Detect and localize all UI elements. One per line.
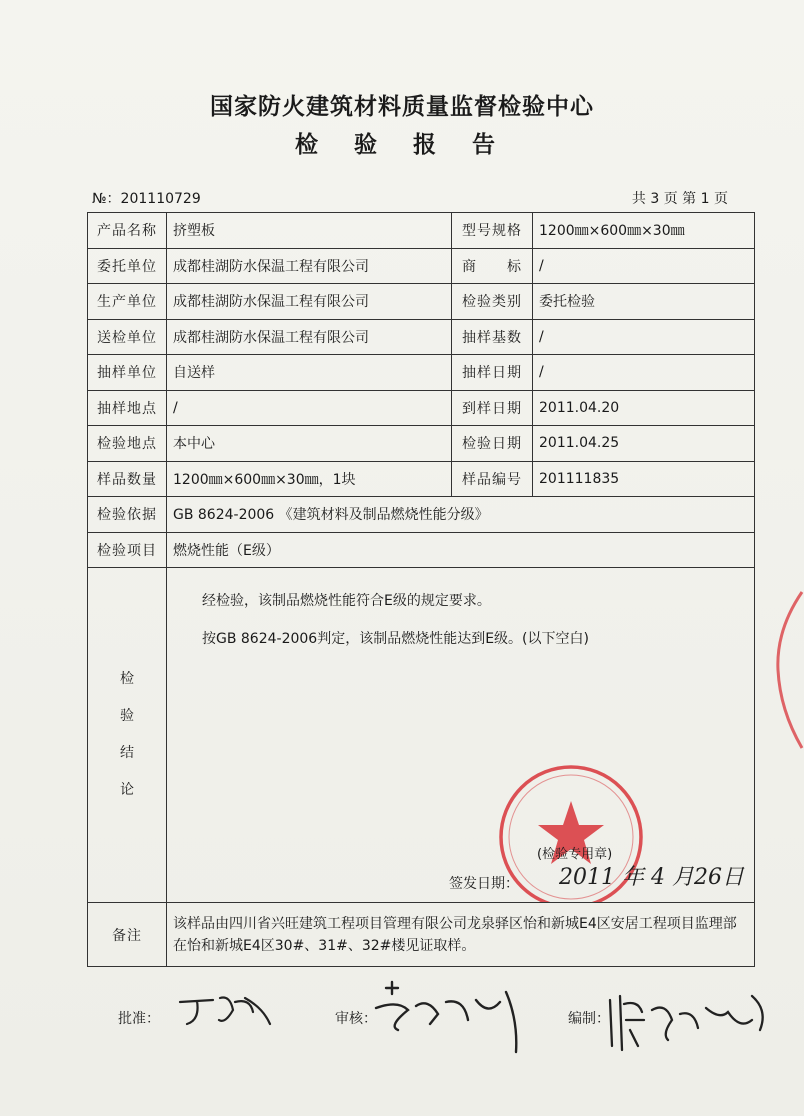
compiler-signature [602, 990, 772, 1060]
field-value: 自送样 [167, 355, 452, 391]
report-table [87, 212, 755, 967]
info-row [88, 319, 755, 355]
info-row [88, 426, 755, 462]
conclusion-label-char: 论 [120, 782, 134, 798]
field-label: 生产单位 [88, 284, 167, 320]
field-label: 产品名称 [88, 213, 167, 249]
field-value: 委托检验 [533, 284, 755, 320]
handwritten-date: 2011 年 4 月26日 [559, 865, 744, 890]
reviewer-signature [368, 980, 538, 1060]
basis-value: GB 8624-2006 《建筑材料及制品燃烧性能分级》 [167, 497, 755, 533]
conclusion-line-2: 按GB 8624-2006判定，该制品燃烧性能达到E级。(以下空白) [202, 631, 589, 647]
info-row [88, 461, 755, 497]
basis-row [88, 497, 755, 533]
field-value: / [533, 248, 755, 284]
field-label: 抽样单位 [88, 355, 167, 391]
conclusion-label-char: 结 [120, 745, 134, 761]
conclusion-label [88, 568, 167, 903]
institution-title: 国家防火建筑材料质量监督检验中心 [210, 94, 594, 120]
sign-date-label: 签发日期： [449, 876, 519, 892]
edge-seal-fragment [768, 590, 804, 750]
field-value: 2011.04.25 [533, 426, 755, 462]
approve-label: 批准： [118, 1011, 160, 1027]
field-value: / [167, 390, 452, 426]
field-value: 挤塑板 [167, 213, 452, 249]
info-row [88, 284, 755, 320]
field-label: 到样日期 [452, 390, 533, 426]
remark-label: 备注 [88, 903, 167, 967]
field-label: 样品编号 [452, 461, 533, 497]
conclusion-line-1: 经检验，该制品燃烧性能符合E级的规定要求。 [202, 593, 491, 609]
field-label: 送检单位 [88, 319, 167, 355]
info-row [88, 213, 755, 249]
report-number: №：201110729 [92, 191, 201, 207]
field-label: 检验日期 [452, 426, 533, 462]
field-value: 1200㎜×600㎜×30㎜ [533, 213, 755, 249]
field-label: 委托单位 [88, 248, 167, 284]
document-title: 检 验 报 告 [294, 132, 510, 158]
item-row [88, 532, 755, 568]
field-value: / [533, 319, 755, 355]
field-value: 成都桂湖防水保温工程有限公司 [167, 284, 452, 320]
field-value: 成都桂湖防水保温工程有限公司 [167, 319, 452, 355]
conclusion-label-char: 检 [120, 671, 134, 687]
conclusion-body [167, 568, 755, 903]
field-value: 2011.04.20 [533, 390, 755, 426]
item-label: 检验项目 [88, 532, 167, 568]
approver-signature [175, 990, 275, 1030]
info-row [88, 248, 755, 284]
item-value: 燃烧性能（E级） [167, 532, 755, 568]
field-label: 检验地点 [88, 426, 167, 462]
field-value: 201111835 [533, 461, 755, 497]
remark-text: 该样品由四川省兴旺建筑工程项目管理有限公司龙泉驿区怡和新城E4区安居工程项目监理部在怡和新城E4区30#、31#、32#楼见证取样。 [167, 903, 755, 967]
info-row [88, 355, 755, 391]
remark-row [88, 903, 755, 967]
field-label: 抽样日期 [452, 355, 533, 391]
field-value: 成都桂湖防水保温工程有限公司 [167, 248, 452, 284]
field-label: 商 标 [452, 248, 533, 284]
info-row [88, 390, 755, 426]
page-info: 共 3 页 第 1 页 [631, 191, 728, 207]
conclusion-label-char: 验 [120, 708, 134, 724]
field-value: 1200㎜×600㎜×30㎜，1块 [167, 461, 452, 497]
basis-label: 检验依据 [88, 497, 167, 533]
field-label: 检验类别 [452, 284, 533, 320]
conclusion-row [88, 568, 755, 903]
compile-label: 编制： [568, 1011, 610, 1027]
field-label: 样品数量 [88, 461, 167, 497]
field-value: 本中心 [167, 426, 452, 462]
review-label: 审核： [335, 1011, 377, 1027]
seal-note: (检验专用章) [537, 847, 613, 862]
field-label: 型号规格 [452, 213, 533, 249]
field-value: / [533, 355, 755, 391]
field-label: 抽样基数 [452, 319, 533, 355]
field-label: 抽样地点 [88, 390, 167, 426]
